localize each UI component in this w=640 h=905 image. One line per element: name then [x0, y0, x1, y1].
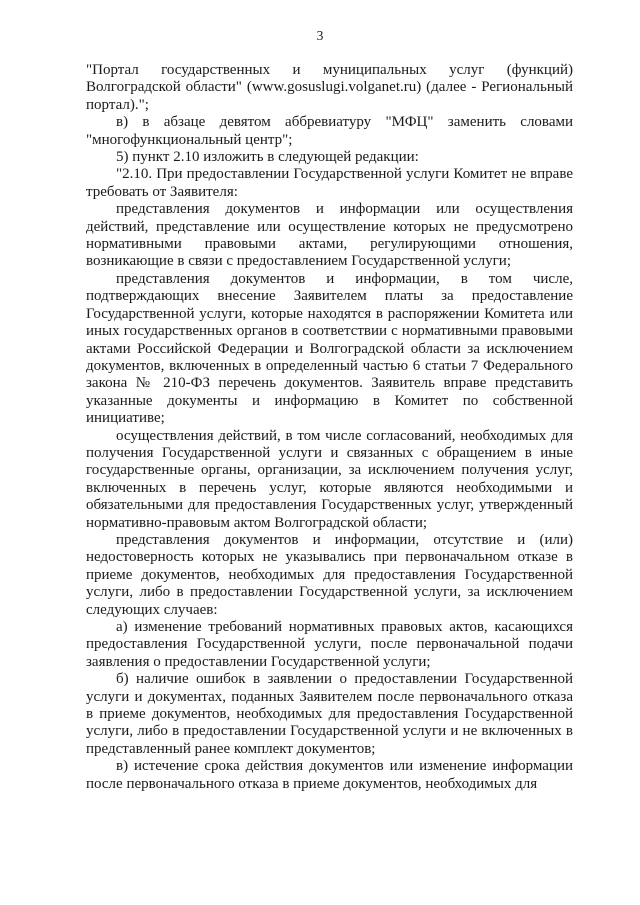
paragraph: представления документов и информации или осуществления действий, представление или осуществление которых не предусмотрено нормативными правовыми актами, регулирующими отношения, возникающие в связи с предоставлением Государственной услуги; — [86, 201, 573, 270]
paragraph: б) наличие ошибок в заявлении о предоставлении Государственной услуги и документах, поданных Заявителем после первоначального отказа в приеме документов, необходимых для предоставления Государственной услуги, либо в предоставлении Государственной услуги и не включенных в представленный ранее комплект документов; — [86, 671, 573, 757]
paragraph: представления документов и информации, отсутствие и (или) недостоверность которых не указывались при первоначальном отказе в приеме документов, необходимых для предоставления Государственной услуги, либо в предоставлении Государственной услуги, за исключением следующих случаев: — [86, 531, 573, 618]
paragraph: 5) пункт 2.10 изложить в следующей редакции: — [116, 149, 419, 166]
document-body — [86, 62, 573, 793]
paragraph: в) истечение срока действия документов или изменение информации после первоначального отказа в приеме документов, необходимых для — [86, 758, 573, 792]
paragraph: "Портал государственных и муниципальных услуг (функций) Волгоградской области" (www.gosuslugi.volganet.ru) (далее - Региональный портал)."; — [86, 62, 573, 113]
paragraph: а) изменение требований нормативных правовых актов, касающихся предоставления Государственной услуги, после первоначальной подачи заявления о предоставлении Государственной услуги; — [86, 619, 573, 670]
page-number: 3 — [316, 28, 324, 43]
paragraph: в) в абзаце девятом аббревиатуру "МФЦ" заменить словами "многофункциональный центр"; — [86, 114, 573, 148]
paragraph: "2.10. При предоставлении Государственной услуги Комитет не вправе требовать от Заявителя: — [86, 166, 573, 200]
paragraph: представления документов и информации, в том числе, подтверждающих внесение Заявителем платы за предоставление Государственной услуги, которые находятся в распоряжении Комитета или иных государственных органов в соответствии с нормативными правовыми актами Российской Федерации и Волгоградской области за исключением документов, включенных в определенный частью 6 статьи 7 Федерального закона № 210-ФЗ перечень документов. Заявитель вправе представить указанные документы и информацию в Комитет по собственной инициативе; — [86, 270, 573, 427]
paragraph: осуществления действий, в том числе согласований, необходимых для получения Государственной услуги и связанных с обращением в иные государственные органы, организации, за исключением получения услуг, включенных в перечень услуг, которые являются необходимыми и обязательными для предоставления Государственных услуг, утвержденный нормативно-правовым актом Волгоградской области; — [86, 427, 573, 531]
